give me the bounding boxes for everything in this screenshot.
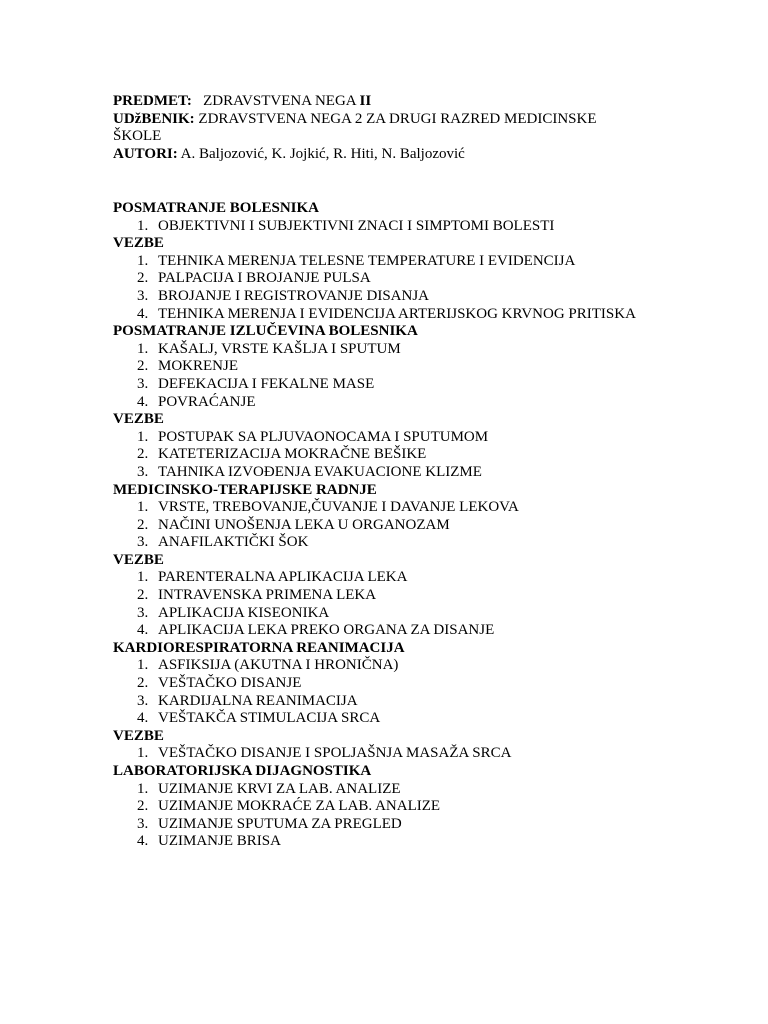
section-title: POSMATRANJE BOLESNIKA <box>113 200 320 216</box>
subject-line <box>113 93 633 111</box>
list-item-text: BROJANJE I REGISTROVANJE DISANJA <box>158 287 429 304</box>
list-item-text: VEŠTAČKO DISANJE I SPOLJAŠNJA MASAŽA SRCA <box>158 745 512 762</box>
list-item <box>113 816 733 834</box>
list-number: 2. <box>137 516 149 533</box>
list-number: 4. <box>137 833 149 850</box>
section-title: VEZBE <box>113 411 164 428</box>
list-number: 3. <box>137 375 149 392</box>
section-title: VEZBE <box>113 727 164 744</box>
list-item-text: UZIMANJE MOKRAĆE ZA LAB. ANALIZE <box>158 798 441 815</box>
list-item <box>113 693 733 711</box>
list-item <box>113 341 733 359</box>
list-item <box>113 306 733 324</box>
authors-value: A. Baljozović, K. Jojkić, R. Hiti, N. Baljozović <box>180 145 465 162</box>
subject-value: ZDRAVSTVENA NEGA <box>203 93 356 109</box>
list-item <box>113 534 733 552</box>
list-number: 1. <box>137 340 149 357</box>
list-number: 1. <box>137 569 149 586</box>
textbook-line-2 <box>113 128 633 146</box>
list-number: 3. <box>137 692 149 709</box>
list-item-text: OBJEKTIVNI I SUBJEKTIVNI ZNACI I SIMPTOMI BOLESTI <box>158 217 555 234</box>
document-header <box>113 93 633 163</box>
list-item <box>113 429 733 447</box>
list-number: 4. <box>137 622 149 639</box>
list-item <box>113 657 733 675</box>
list-number: 2. <box>137 675 149 692</box>
authors-line <box>113 146 633 164</box>
subject-label: PREDMET: <box>113 93 192 109</box>
section-list <box>113 341 733 411</box>
section-list <box>113 781 733 851</box>
list-item <box>113 376 733 394</box>
list-number: 3. <box>137 815 149 832</box>
section-list <box>113 745 733 763</box>
section-list <box>113 569 733 639</box>
list-item <box>113 270 733 288</box>
list-item <box>113 605 733 623</box>
list-item <box>113 622 733 640</box>
list-item-text: INTRAVENSKA PRIMENA LEKA <box>158 587 377 604</box>
list-item <box>113 253 733 271</box>
list-item <box>113 499 733 517</box>
list-number: 1. <box>137 780 149 797</box>
subject-suffix: II <box>359 93 372 109</box>
textbook-value-continued: ŠKOLE <box>113 128 162 145</box>
list-item-text: TEHNIKA MERENJA TELESNE TEMPERATURE I EVIDENCIJA <box>158 252 576 269</box>
list-item <box>113 517 733 535</box>
list-item <box>113 587 733 605</box>
list-number: 1. <box>137 657 149 674</box>
list-number: 1. <box>137 499 149 516</box>
list-number: 2. <box>137 798 149 815</box>
list-number: 3. <box>137 287 149 304</box>
list-number: 2. <box>137 358 149 375</box>
section-list <box>113 218 733 236</box>
section-list <box>113 657 733 727</box>
section-title: KARDIORESPIRATORNA REANIMACIJA <box>113 639 405 656</box>
list-item-text: VRSTE, TREBOVANJE,ČUVANJE I DAVANJE LEKOVA <box>158 499 519 516</box>
list-number: 1. <box>137 428 149 445</box>
section-list <box>113 429 733 482</box>
list-item-text: NAČINI UNOŠENJA LEKA U ORGANOZAM <box>158 516 450 533</box>
list-item-text: APLIKACIJA KISEONIKA <box>158 604 330 621</box>
list-item <box>113 710 733 728</box>
list-item <box>113 569 733 587</box>
list-item-text: TAHNIKA IZVOĐENJA EVAKUACIONE KLIZME <box>158 463 482 480</box>
textbook-line <box>113 111 633 129</box>
section-title: MEDICINSKO-TERAPIJSKE RADNJE <box>113 481 377 498</box>
section-list <box>113 499 733 552</box>
list-item-text: PARENTERALNA APLIKACIJA LEKA <box>158 569 408 586</box>
list-number: 2. <box>137 270 149 287</box>
section-title: POSMATRANJE IZLUČEVINA BOLESNIKA <box>113 323 418 340</box>
list-number: 4. <box>137 710 149 727</box>
list-item-text: MOKRENJE <box>158 358 239 375</box>
list-number: 1. <box>137 217 149 234</box>
list-number: 1. <box>137 252 149 269</box>
list-item <box>113 798 733 816</box>
list-number: 4. <box>137 305 149 322</box>
list-item <box>113 833 733 851</box>
list-item-text: VEŠTAKČA STIMULACIJA SRCA <box>158 710 381 727</box>
list-item <box>113 288 733 306</box>
list-item-text: UZIMANJE SPUTUMA ZA PREGLED <box>158 815 402 832</box>
list-item-text: POSTUPAK SA PLJUVAONOCAMA I SPUTUMOM <box>158 428 489 445</box>
list-item <box>113 358 733 376</box>
section-title: VEZBE <box>113 551 164 568</box>
list-item-text: PALPACIJA I BROJANJE PULSA <box>158 270 371 287</box>
list-number: 2. <box>137 446 149 463</box>
textbook-value: ZDRAVSTVENA NEGA 2 ZA DRUGI RAZRED MEDICINSKE <box>198 110 597 127</box>
list-item-text: UZIMANJE BRISA <box>158 833 281 850</box>
list-number: 1. <box>137 745 149 762</box>
list-item <box>113 745 733 763</box>
list-item <box>113 675 733 693</box>
list-item-text: TEHNIKA MERENJA I EVIDENCIJA ARTERIJSKOG KRVNOG PRITISKA <box>158 305 636 322</box>
list-item <box>113 218 733 236</box>
list-item-text: ASFIKSIJA (AKUTNA I HRONIČNA) <box>158 657 399 674</box>
list-item <box>113 464 733 482</box>
list-item <box>113 446 733 464</box>
list-number: 3. <box>137 604 149 621</box>
list-item-text: KATETERIZACIJA MOKRAČNE BEŠIKE <box>158 446 427 463</box>
section-list <box>113 253 733 323</box>
list-item-text: APLIKACIJA LEKA PREKO ORGANA ZA DISANJE <box>158 622 495 639</box>
list-item-text: KARDIJALNA REANIMACIJA <box>158 692 358 709</box>
textbook-label: UDžBENIK: <box>113 110 195 127</box>
authors-label: AUTORI: <box>113 145 178 162</box>
list-item <box>113 781 733 799</box>
list-number: 2. <box>137 587 149 604</box>
list-number: 3. <box>137 463 149 480</box>
syllabus-content <box>113 200 733 851</box>
section-title: VEZBE <box>113 235 164 252</box>
list-item-text: DEFEKACIJA I FEKALNE MASE <box>158 375 375 392</box>
list-number: 4. <box>137 393 149 410</box>
section-title: LABORATORIJSKA DIJAGNOSTIKA <box>113 763 372 779</box>
list-item-text: VEŠTAČKO DISANJE <box>158 675 302 692</box>
list-item-text: ANAFILAKTIČKI ŠOK <box>158 534 309 551</box>
list-item-text: KAŠALJ, VRSTE KAŠLJA I SPUTUM <box>158 340 401 357</box>
list-item-text: POVRAĆANJE <box>158 393 256 410</box>
list-number: 3. <box>137 534 149 551</box>
list-item <box>113 394 733 412</box>
list-item-text: UZIMANJE KRVI ZA LAB. ANALIZE <box>158 780 401 797</box>
